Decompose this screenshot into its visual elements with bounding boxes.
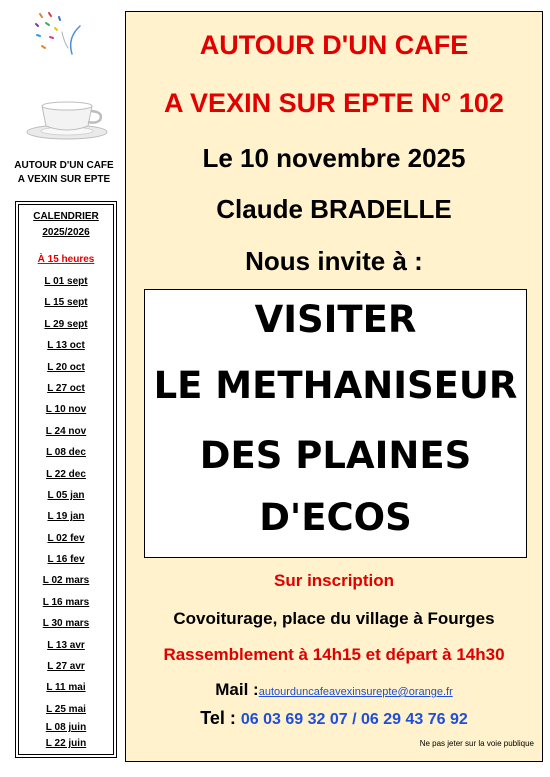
calendar-date-item: L 25 mai [46,703,86,715]
calendar-date-item: L 08 juin [45,722,87,734]
calendar-date-item: L 16 fev [47,554,85,566]
calendar-box [15,201,117,758]
calendar-date-item: L 02 mars [42,575,90,587]
calendar-date-item: L 13 oct [47,340,85,352]
calendar-date-item: L 16 mars [42,596,90,608]
event-box [144,289,527,558]
calendar-date-item: L 15 sept [44,297,88,309]
footer-note: Ne pas jeter sur la voie publique [419,739,534,748]
event-line2: LE METHANISEUR [153,364,518,407]
event-line3: DES PLAINES [199,434,472,477]
invite-text: Nous invite à : [245,246,423,276]
event-date: Le 10 novembre 2025 [202,143,466,173]
calendar-date-item: L 27 avr [47,661,85,673]
org-name-line1: AUTOUR D'UN CAFE [14,160,114,171]
tel-numbers: 06 03 69 32 07 / 06 29 43 76 92 [240,711,468,728]
org-name [4,159,124,187]
host-name: Claude BRADELLE [216,194,452,224]
title-line1: AUTOUR D'UN CAFE [199,30,469,60]
calendar-date-item: L 10 nov [45,404,87,416]
calendar-date-item: L 29 sept [44,318,88,330]
org-name-line2: A VEXIN SUR EPTE [17,174,111,185]
title-line2: A VEXIN SUR EPTE N° 102 [164,88,504,118]
calendar-title-line1: CALENDRIER [33,211,99,222]
calendar-date-item: L 13 avr [47,639,85,651]
calendar-date-item: L 08 dec [46,447,86,459]
event-line4: D'ECOS [259,496,412,539]
calendar-date-item: L 24 nov [45,425,87,437]
calendar-date-item: L 19 jan [47,511,85,523]
tel-line [126,708,542,729]
calendar-date-item: L 22 juin [45,738,87,750]
meeting-info: Rassemblement à 14h15 et départ à 14h30 [163,645,505,664]
tel-label: Tel : [200,708,236,728]
mail-line [126,680,542,700]
calendar-date-item: L 27 oct [47,382,85,394]
event-panel [125,11,543,762]
mail-label: Mail : [215,680,259,699]
calendar-date-item: L 02 fev [47,532,85,544]
calendar-date-item: L 22 dec [46,468,86,480]
calendar-date-item: L 20 oct [47,361,85,373]
calendar-date-item: L 30 mars [42,618,90,630]
cafe-cup-confetti-icon [22,8,122,158]
calendar-time: À 15 heures [37,254,95,265]
mail-link[interactable]: autourduncafeavexinsurepte@orange.fr [258,686,453,698]
calendar-date-list [19,271,113,752]
calendar-title-line2: 2025/2026 [42,227,90,238]
registration-note: Sur inscription [274,571,394,590]
calendar-date-item: L 05 jan [47,489,85,501]
calendar-date-item: L 11 mai [46,682,86,694]
calendar-title [19,209,113,241]
event-line1: VISITER [254,298,417,341]
carpool-info: Covoiturage, place du village à Fourges [173,609,495,628]
calendar-date-item: L 01 sept [44,276,88,287]
